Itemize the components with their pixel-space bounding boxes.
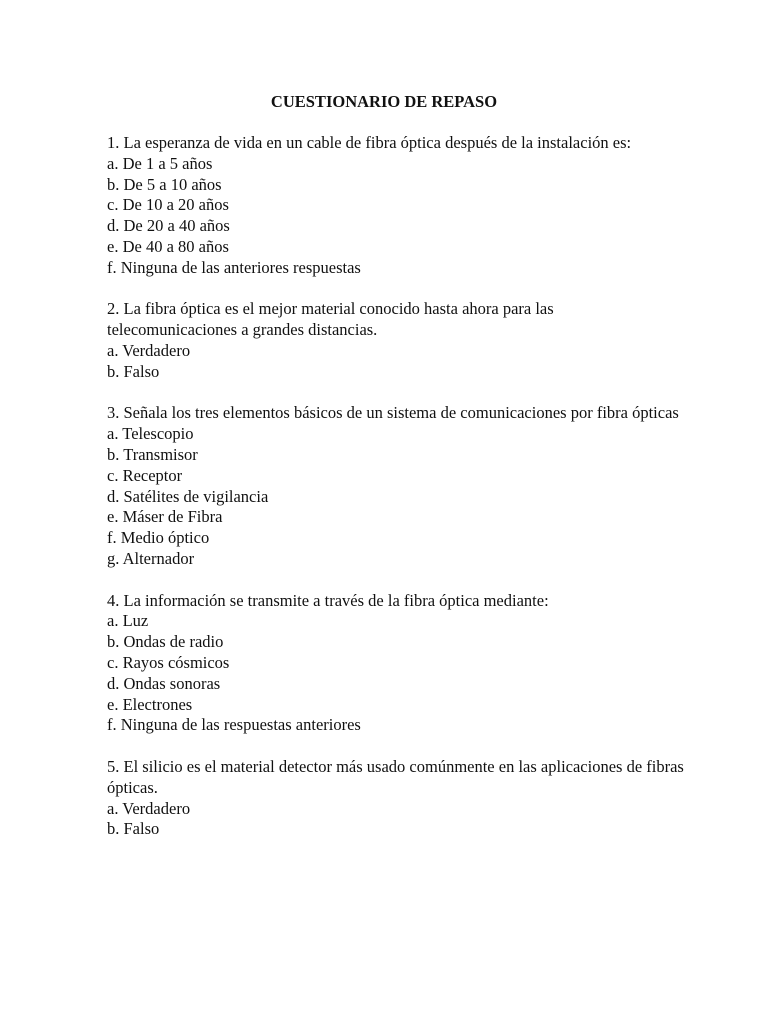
question-5	[107, 757, 687, 840]
answer-option: b. Transmisor	[107, 444, 198, 464]
answer-option: b. Falso	[107, 819, 160, 839]
answer-option: b. Falso	[107, 361, 160, 381]
option-list	[107, 799, 687, 841]
option-list	[107, 341, 687, 383]
answer-option: d. Satélites de vigilancia	[107, 486, 269, 506]
answer-option: c. Rayos cósmicos	[107, 652, 230, 672]
answer-option: g. Alternador	[107, 548, 195, 568]
answer-option: f. Ninguna de las anteriores respuestas	[107, 257, 361, 277]
answer-option: d. De 20 a 40 años	[107, 216, 230, 236]
question-list	[107, 133, 687, 861]
answer-option: e. Máser de Fibra	[107, 507, 223, 527]
document-title: CUESTIONARIO DE REPASO	[270, 92, 498, 111]
answer-option: e. De 40 a 80 años	[107, 236, 229, 256]
answer-option: c. De 10 a 20 años	[107, 195, 229, 215]
answer-option: e. Electrones	[107, 694, 193, 714]
answer-option: a. Telescopio	[107, 424, 194, 444]
answer-option: b. De 5 a 10 años	[107, 174, 222, 194]
answer-option: f. Ninguna de las respuestas anteriores	[107, 715, 361, 735]
option-list	[107, 154, 687, 279]
answer-option: b. Ondas de radio	[107, 632, 224, 652]
answer-option: a. Verdadero	[107, 798, 191, 818]
question-text: 3. Señala los tres elementos básicos de un sistema de comunicaciones por fibra ópticas	[107, 403, 679, 423]
question-text: 1. La esperanza de vida en un cable de fibra óptica después de la instalación es:	[107, 133, 632, 152]
answer-option: f. Medio óptico	[107, 528, 210, 548]
question-4	[107, 591, 687, 737]
answer-option: a. Luz	[107, 611, 149, 631]
answer-option: c. Receptor	[107, 465, 183, 485]
option-list	[107, 424, 687, 570]
answer-option: a. Verdadero	[107, 340, 191, 360]
question-text: 5. El silicio es el material detector más usado comúnmente en las aplicaciones de fibras ópticas.	[107, 756, 684, 797]
question-1	[107, 133, 687, 279]
question-text: 4. La información se transmite a través de la fibra óptica mediante:	[107, 590, 549, 610]
answer-option: a. De 1 a 5 años	[107, 153, 213, 173]
question-2	[107, 299, 687, 382]
option-list	[107, 611, 687, 736]
question-text: 2. La fibra óptica es el mejor material conocido hasta ahora para las telecomunicaciones a grandes distancias.	[107, 299, 554, 340]
answer-option: d. Ondas sonoras	[107, 673, 221, 693]
question-3	[107, 403, 687, 569]
